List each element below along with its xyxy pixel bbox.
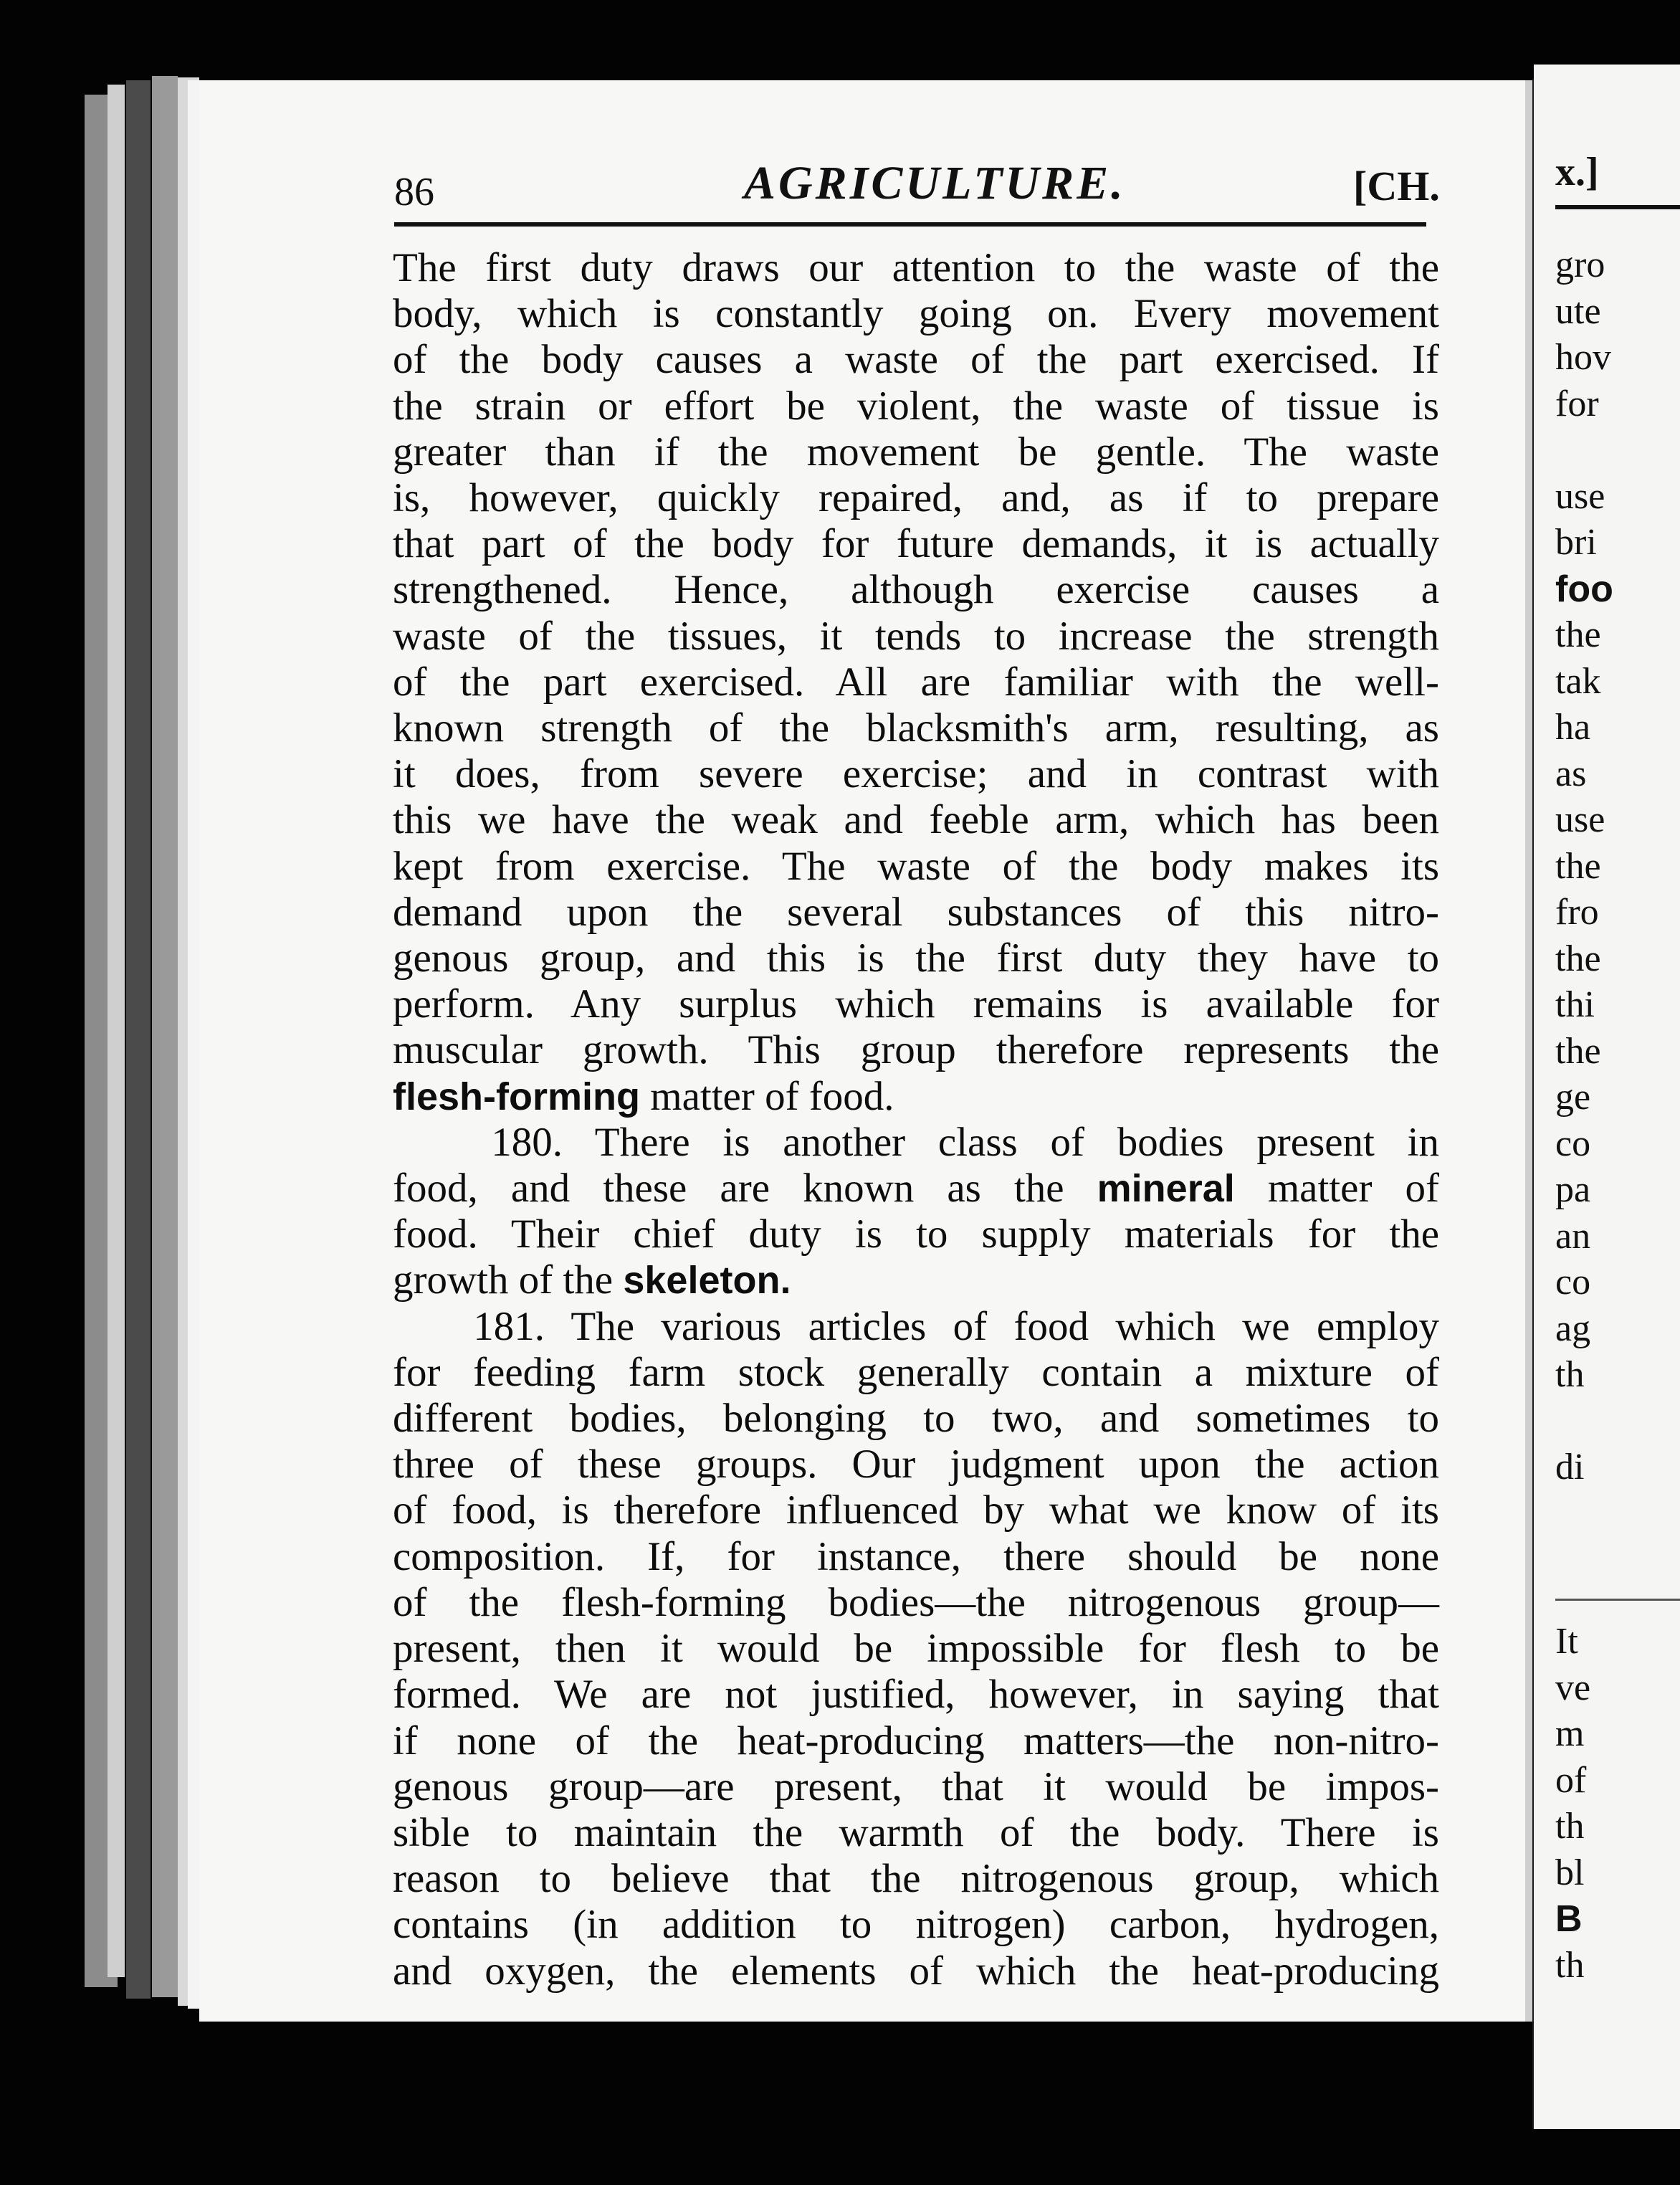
text-line: muscular growth. This group therefore represents the bbox=[393, 1027, 1439, 1073]
adjacent-text-fragment: tak bbox=[1555, 660, 1601, 702]
text-line: of the flesh-forming bodies—the nitrogenous group— bbox=[393, 1579, 1439, 1625]
text-line: perform. Any surplus which remains is available for bbox=[393, 981, 1439, 1027]
adjacent-text-fragment: use bbox=[1555, 475, 1605, 517]
text-line: food, and these are known as the mineral matter of bbox=[393, 1166, 1440, 1211]
text-line: greater than if the movement be gentle. The waste bbox=[393, 429, 1439, 475]
text-line: this we have the weak and feeble arm, which has been bbox=[393, 797, 1439, 843]
text-line: of food, is therefore influenced by what we know of its bbox=[393, 1487, 1439, 1533]
text-line: for feeding farm stock generally contain a mixture of bbox=[393, 1349, 1439, 1395]
text-line: different bodies, belonging to two, and sometimes to bbox=[393, 1396, 1439, 1442]
text-line: contains (in addition to nitrogen) carbon, hydrogen, bbox=[393, 1902, 1439, 1948]
text-line: body, which is constantly going on. Every movement bbox=[393, 291, 1439, 337]
text-line: the strain or effort be violent, the waste of tissue is bbox=[393, 383, 1439, 429]
adjacent-text-fragment: foo bbox=[1555, 568, 1613, 610]
adjacent-text-fragment: the bbox=[1555, 938, 1601, 979]
adjacent-text-fragment: the bbox=[1555, 1030, 1601, 1072]
adjacent-text-fragment: use bbox=[1555, 799, 1605, 840]
adjacent-text-fragment: m bbox=[1555, 1713, 1585, 1754]
adjacent-text-fragment: ha bbox=[1555, 707, 1591, 748]
text-line: present, then it would be impossible for flesh to be bbox=[393, 1626, 1439, 1672]
text-line: 180. There is another class of bodies present in bbox=[393, 1119, 1439, 1165]
book-page bbox=[199, 80, 1532, 2022]
page-edge bbox=[188, 80, 199, 2009]
adjacent-text-fragment: bl bbox=[1555, 1852, 1585, 1893]
adjacent-text-fragment: co bbox=[1555, 1262, 1591, 1303]
adjacent-text-fragment: ag bbox=[1555, 1308, 1591, 1349]
text-line: food. Their chief duty is to supply materials for the bbox=[393, 1211, 1439, 1257]
adjacent-text-fragment: It bbox=[1555, 1621, 1578, 1662]
text-line: that part of the body for future demands, it is actually bbox=[393, 521, 1439, 567]
paragraph-179 bbox=[393, 245, 1439, 1074]
adjacent-header-rule bbox=[1555, 205, 1680, 209]
bold-term: skeleton. bbox=[623, 1259, 791, 1303]
text-line: known strength of the blacksmith's arm, resulting, as bbox=[393, 705, 1439, 751]
adjacent-text-fragment: the bbox=[1555, 614, 1601, 655]
chapter-marker: [CH. bbox=[1353, 163, 1440, 209]
adjacent-text-fragment: as bbox=[1555, 753, 1587, 794]
adjacent-divider bbox=[1555, 1599, 1680, 1601]
text-line: of the part exercised. All are familiar with the well- bbox=[393, 659, 1439, 705]
adjacent-text-fragment: co bbox=[1555, 1123, 1591, 1164]
bold-term: mineral bbox=[1097, 1167, 1235, 1211]
text-line: kept from exercise. The waste of the body makes its bbox=[393, 843, 1439, 889]
header-rule bbox=[394, 222, 1426, 227]
paragraph-181 bbox=[393, 1304, 1439, 1994]
adjacent-text-fragment: ve bbox=[1555, 1667, 1591, 1708]
adjacent-text-fragment: di bbox=[1555, 1447, 1585, 1487]
text-line: demand upon the several substances of this nitro- bbox=[393, 889, 1439, 935]
running-title: AGRICULTURE. bbox=[744, 157, 1126, 209]
text-line: if none of the heat-producing matters—the non-nitro- bbox=[393, 1718, 1439, 1763]
page-number: 86 bbox=[394, 170, 434, 214]
adjacent-text-fragment: fro bbox=[1555, 892, 1599, 933]
adjacent-text-fragment: th bbox=[1555, 1806, 1585, 1847]
adjacent-text-fragment: hov bbox=[1555, 337, 1611, 378]
text-line: flesh-forming matter of food. bbox=[393, 1073, 894, 1119]
adjacent-text-fragment: ute bbox=[1555, 290, 1601, 332]
text-line: it does, from severe exercise; and in contrast with bbox=[393, 751, 1439, 797]
adjacent-text-fragment: bri bbox=[1555, 522, 1597, 563]
text-line: 181. The various articles of food which we employ bbox=[393, 1303, 1439, 1349]
text-line: is, however, quickly repaired, and, as if to prepare bbox=[393, 475, 1439, 521]
text-line: sible to maintain the warmth of the body. There is bbox=[393, 1809, 1439, 1855]
page-edge bbox=[126, 80, 151, 1999]
adjacent-text-fragment: gro bbox=[1555, 244, 1605, 285]
text-line: reason to believe that the nitrogenous group, which bbox=[393, 1856, 1439, 1902]
text-line: formed. We are not justified, however, in saying that bbox=[393, 1672, 1439, 1718]
adjacent-text-fragment: of bbox=[1555, 1759, 1587, 1801]
adjacent-page bbox=[1534, 65, 1680, 2129]
adjacent-text-fragment: the bbox=[1555, 845, 1601, 887]
adjacent-chapter-marker: x.] bbox=[1555, 150, 1599, 194]
adjacent-text-fragment: th bbox=[1555, 1354, 1585, 1395]
adjacent-text-fragment: for bbox=[1555, 383, 1599, 424]
text-line: three of these groups. Our judgment upon the action bbox=[393, 1442, 1439, 1487]
text-line: genous group, and this is the first duty they have to bbox=[393, 936, 1439, 981]
adjacent-text-fragment: thi bbox=[1555, 984, 1595, 1025]
page-edge bbox=[152, 76, 178, 1997]
text-line: composition. If, for instance, there should be none bbox=[393, 1533, 1439, 1579]
adjacent-text-fragment: B bbox=[1555, 1898, 1583, 1940]
text-line: The first duty draws our attention to the waste of the bbox=[393, 245, 1439, 290]
text-line: of the body causes a waste of the part exercised. If bbox=[393, 337, 1439, 383]
text-line: waste of the tissues, it tends to increase the strength bbox=[393, 613, 1439, 659]
text-line: genous group—are present, that it would be impos- bbox=[393, 1763, 1439, 1809]
adjacent-text-fragment: th bbox=[1555, 1944, 1585, 1986]
text-line: growth of the skeleton. bbox=[393, 1257, 791, 1303]
text-line: and oxygen, the elements of which the heat-producing bbox=[393, 1948, 1439, 1994]
adjacent-text-fragment: ge bbox=[1555, 1077, 1591, 1118]
page-edge bbox=[108, 85, 125, 1977]
bold-term: flesh-forming bbox=[393, 1075, 640, 1118]
adjacent-text-fragment: an bbox=[1555, 1215, 1591, 1257]
body-text bbox=[393, 245, 1439, 1994]
text-line: strengthened. Hence, although exercise causes a bbox=[393, 567, 1439, 613]
adjacent-text-fragment: pa bbox=[1555, 1169, 1591, 1210]
